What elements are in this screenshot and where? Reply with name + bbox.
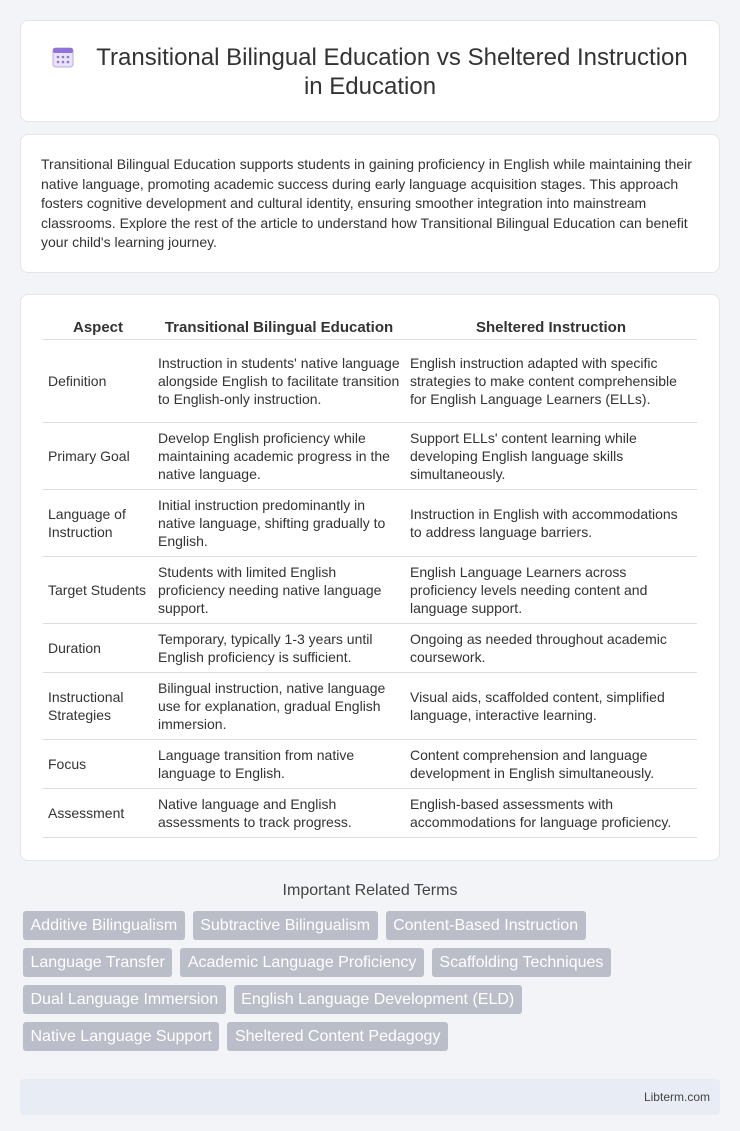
- aspect-cell: Primary Goal: [43, 423, 153, 490]
- si-cell: Visual aids, scaffolded content, simplified language, interactive learning.: [405, 673, 697, 740]
- footer-site[interactable]: Libterm.com: [643, 1090, 710, 1104]
- table-body: [43, 340, 697, 838]
- related-term-tag[interactable]: Content-Based Instruction: [386, 911, 586, 940]
- table-row: [43, 789, 697, 838]
- related-term-tag[interactable]: Subtractive Bilingualism: [193, 911, 378, 940]
- related-term-tag[interactable]: English Language Development (ELD): [234, 985, 522, 1014]
- aspect-cell: Definition: [43, 340, 153, 423]
- table-row: [43, 423, 697, 490]
- tbe-cell: Instruction in students' native language alongside English to facilitate transition to English-only instruction.: [153, 340, 405, 423]
- aspect-cell: Instructional Strategies: [43, 673, 153, 740]
- si-cell: Support ELLs' content learning while developing English language skills simultaneously.: [405, 423, 697, 490]
- intro-text: Transitional Bilingual Education supports students in gaining proficiency in English while maintaining their native language, promoting academic success during early language acquisition stages. This approach fosters cognitive development and cultural identity, ensuring smoother integration into mainstream classrooms. Explore the rest of the article to understand how Transitional Bilingual Education can benefit your child's learning journey.: [41, 156, 692, 250]
- page-title-text: Transitional Bilingual Education vs Sheltered Instruction in Education: [96, 44, 688, 100]
- si-cell: English instruction adapted with specific strategies to make content comprehensible for English Language Learners (ELLs).: [405, 340, 697, 423]
- si-cell: English-based assessments with accommodations for language proficiency.: [405, 789, 697, 838]
- tbe-cell: Develop English proficiency while maintaining academic progress in the native language.: [153, 423, 405, 490]
- tbe-cell: Language transition from native language to English.: [153, 740, 405, 789]
- si-cell: Ongoing as needed throughout academic coursework.: [405, 624, 697, 673]
- table-header-row: [43, 317, 697, 340]
- header-tbe: Transitional Bilingual Education: [153, 317, 405, 340]
- tbe-cell: Students with limited English proficiency needing native language support.: [153, 557, 405, 624]
- page-title: [41, 43, 699, 101]
- table-row: [43, 673, 697, 740]
- calendar-grid-icon: [52, 46, 74, 68]
- comparison-table: [43, 317, 697, 838]
- tbe-cell: Initial instruction predominantly in native language, shifting gradually to English.: [153, 490, 405, 557]
- comparison-table-card: [20, 294, 720, 861]
- related-term-tag[interactable]: Native Language Support: [23, 1022, 219, 1051]
- table-row: [43, 624, 697, 673]
- tbe-cell: Bilingual instruction, native language use for explanation, gradual English immersion.: [153, 673, 405, 740]
- aspect-cell: Assessment: [43, 789, 153, 838]
- si-cell: Content comprehension and language development in English simultaneously.: [405, 740, 697, 789]
- si-cell: Instruction in English with accommodations to address language barriers.: [405, 490, 697, 557]
- related-terms-title: Important Related Terms: [282, 882, 458, 899]
- intro-card: [20, 134, 720, 273]
- table-row: [43, 340, 697, 423]
- tbe-cell: Temporary, typically 1-3 years until English proficiency is sufficient.: [153, 624, 405, 673]
- related-term-tag[interactable]: Language Transfer: [23, 948, 172, 977]
- si-cell: English Language Learners across proficiency levels needing content and language support.: [405, 557, 697, 624]
- aspect-cell: Duration: [43, 624, 153, 673]
- related-term-tag[interactable]: Additive Bilingualism: [23, 911, 185, 940]
- aspect-cell: Target Students: [43, 557, 153, 624]
- footer: [20, 1079, 720, 1115]
- aspect-cell: Focus: [43, 740, 153, 789]
- header-aspect: Aspect: [43, 317, 153, 340]
- title-card: [20, 20, 720, 122]
- related-terms-list: [20, 911, 720, 1059]
- aspect-cell: Language of Instruction: [43, 490, 153, 557]
- tbe-cell: Native language and English assessments to track progress.: [153, 789, 405, 838]
- table-row: [43, 740, 697, 789]
- table-row: [43, 557, 697, 624]
- related-term-tag[interactable]: Scaffolding Techniques: [432, 948, 611, 977]
- related-term-tag[interactable]: Dual Language Immersion: [23, 985, 226, 1014]
- header-si: Sheltered Instruction: [405, 317, 697, 340]
- related-term-tag[interactable]: Academic Language Proficiency: [180, 948, 424, 977]
- table-row: [43, 490, 697, 557]
- related-term-tag[interactable]: Sheltered Content Pedagogy: [227, 1022, 447, 1051]
